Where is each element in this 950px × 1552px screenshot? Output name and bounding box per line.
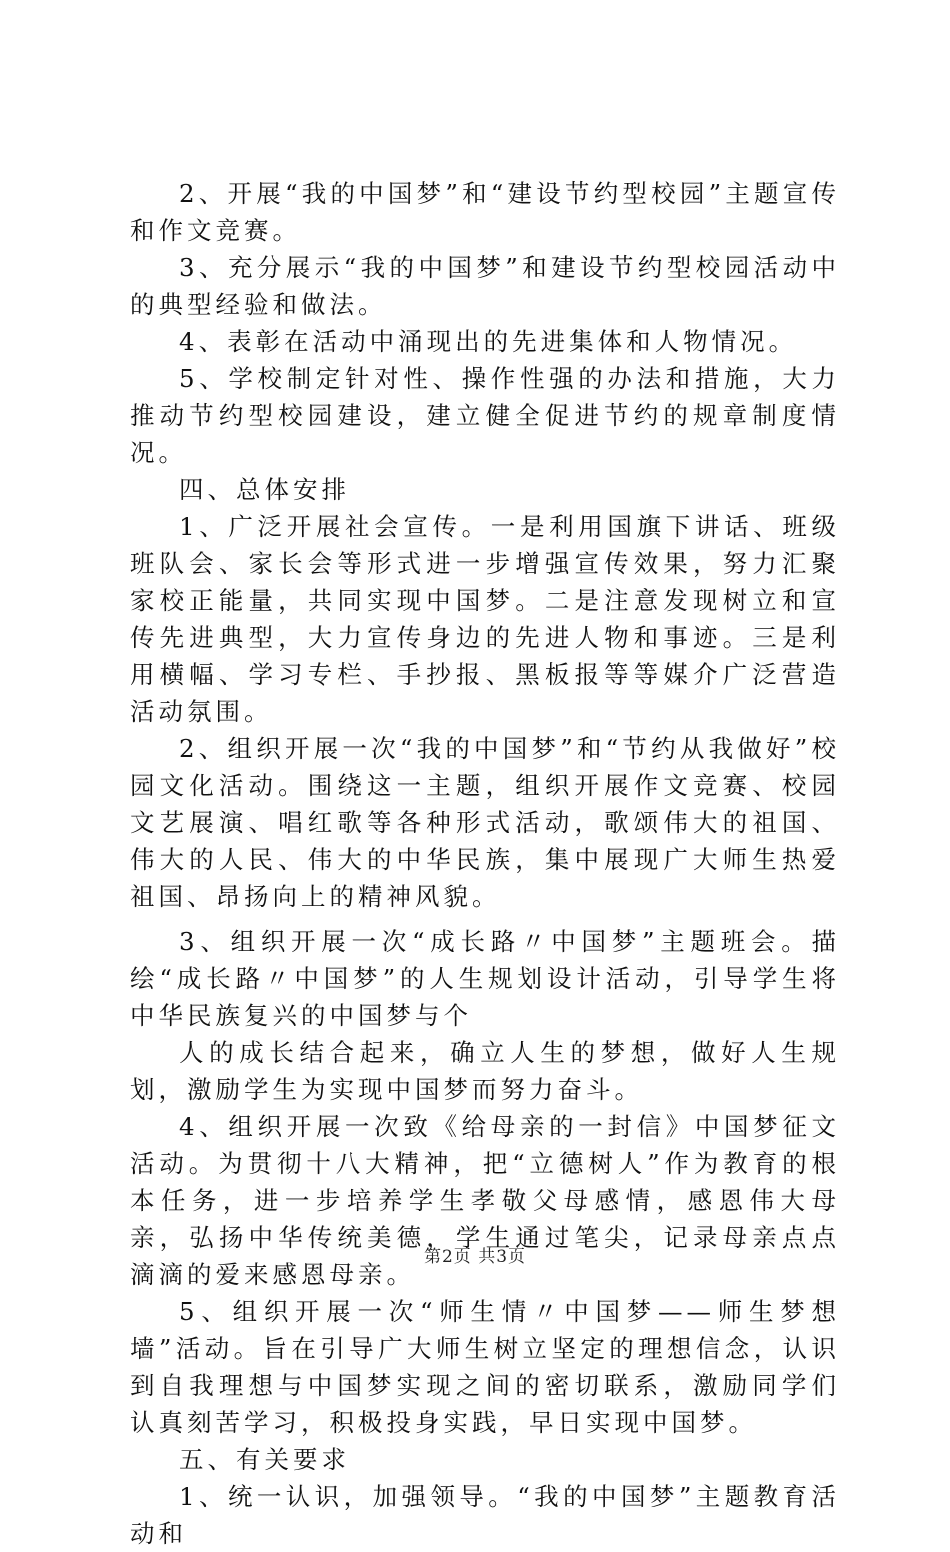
paragraph-requirement-1: 1、统一认识，加强领导。“我的中国梦”主题教育活动和 bbox=[130, 1482, 840, 1548]
section-heading-5: 五、有关要求 bbox=[179, 1445, 350, 1474]
document-body bbox=[130, 175, 840, 1552]
paragraph-item-3: 3、充分展示“我的中国梦”和建设节约型校园活动中的典型经验和做法。 bbox=[130, 253, 840, 319]
paragraph-item-2: 2、开展“我的中国梦”和“建设节约型校园”主题宣传和作文竞赛。 bbox=[130, 179, 840, 245]
paragraph-arrangement-4: 4、组织开展一次致《给母亲的一封信》中国梦征文活动。为贯彻十八大精神，把“立德树人”作为教育的根本任务，进一步培养学生孝敬父母感情，感恩伟大母亲，弘扬中华传统美德，学生通过笔尖，记录母亲点点滴滴的爱来感恩母亲。 bbox=[130, 1112, 840, 1289]
paragraph-arrangement-5: 5、组织开展一次“师生情〃中国梦——师生梦想墙”活动。旨在引导广大师生树立坚定的理想信念，认识到自我理想与中国梦实现之间的密切联系，激励同学们认真刻苦学习，积极投身实践，早日实现中国梦。 bbox=[130, 1297, 840, 1437]
paragraph-arrangement-2: 2、组织开展一次“我的中国梦”和“节约从我做好”校园文化活动。围绕这一主题，组织开展作文竞赛、校园文艺展演、唱红歌等各种形式活动，歌颂伟大的祖国、伟大的人民、伟大的中华民族，集中展现广大师生热爱祖国、昂扬向上的精神风貌。 bbox=[130, 734, 840, 911]
page-footer: 第2页 共3页 bbox=[423, 1247, 527, 1267]
paragraph-arrangement-1: 1、广泛开展社会宣传。一是利用国旗下讲话、班级班队会、家长会等形式进一步增强宣传效果，努力汇聚家校正能量，共同实现中国梦。二是注意发现树立和宣传先进典型，大力宣传身边的先进人物和事迹。三是利用横幅、学习专栏、手抄报、黑板报等等媒介广泛营造活动氛围。 bbox=[130, 512, 840, 726]
paragraph-arrangement-3: 3、组织开展一次“成长路〃中国梦”主题班会。描绘“成长路〃中国梦”的人生规划设计活动，引导学生将中华民族复兴的中国梦与个 bbox=[130, 927, 840, 1030]
section-heading-4: 四、总体安排 bbox=[179, 475, 350, 504]
paragraph-item-5: 5、学校制定针对性、操作性强的办法和措施，大力推动节约型校园建设，建立健全促进节约的规章制度情况。 bbox=[130, 364, 840, 467]
paragraph-item-4: 4、表彰在活动中涌现出的先进集体和人物情况。 bbox=[179, 327, 798, 356]
paragraph-arrangement-3-continued: 人的成长结合起来，确立人生的梦想，做好人生规划，激励学生为实现中国梦而努力奋斗。 bbox=[130, 1038, 840, 1104]
